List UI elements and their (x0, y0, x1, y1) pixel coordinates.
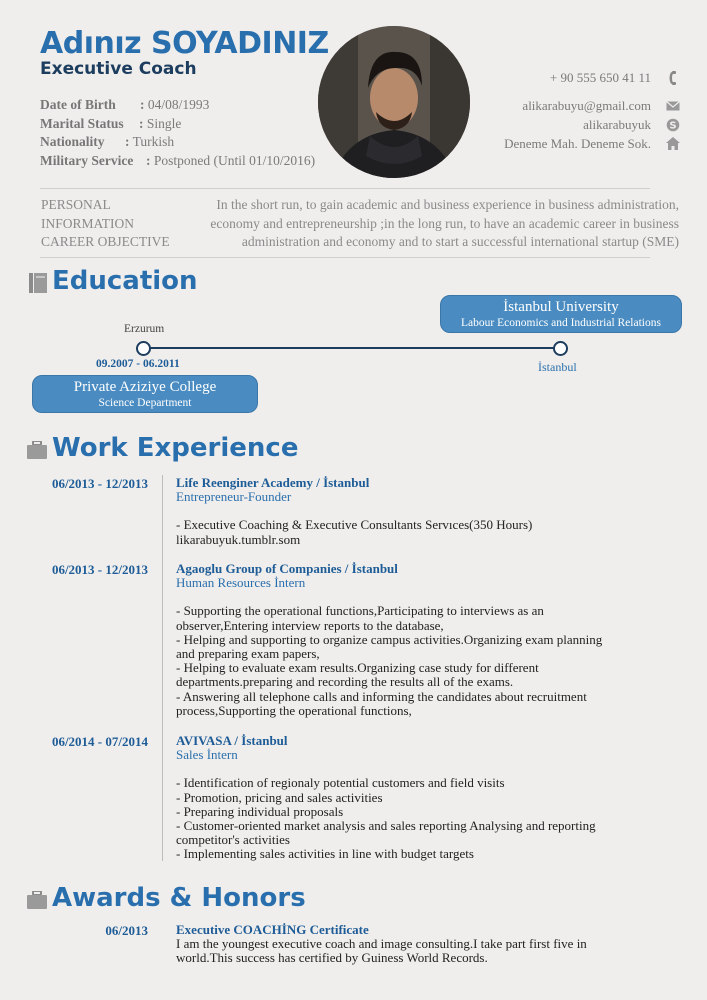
university-dept: Labour Economics and Industrial Relations (461, 317, 661, 329)
job-role: Human Resources İntern (176, 575, 306, 591)
contact-icons (665, 68, 681, 153)
divider-bottom (40, 257, 650, 258)
job-line: - Preparing individual proposals (176, 803, 344, 819)
university-bubble (440, 295, 682, 333)
college-name: Private Aziziye College (73, 379, 217, 395)
award-name: Executive COACHİNG Certificate (176, 922, 369, 937)
job-line: - Helping to evaluate exam results.Organizing case study for different (176, 660, 539, 676)
job-entry (176, 734, 666, 862)
job-line: - Supporting the operational functions,Participating to interviews as an (176, 603, 544, 619)
work-title: Work Experience (52, 433, 299, 463)
award-entry (176, 923, 666, 966)
book-icon (29, 273, 47, 298)
work-divider-line (162, 475, 163, 861)
email-text: alikarabuyu@gmail.com (522, 98, 651, 113)
job-line: and preparing exam papers, (176, 646, 320, 662)
objective-text-line: administration and economy and to start a successful international startup (SME) (241, 234, 679, 249)
briefcase-icon (27, 891, 47, 914)
college-dates: 09.2007 - 06.2011 (96, 358, 180, 370)
job-line: departments.preparing and recording the results all of the exams. (176, 674, 514, 690)
job-line: - Helping and supporting to organize campus activities.Organizing exam planning (176, 631, 603, 647)
job-line: - Identification of regionaly potential customers and field visits (176, 775, 505, 791)
briefcase-icon (27, 441, 47, 464)
resume-title: Executive Coach (40, 59, 197, 79)
job-company: Agaoglu Group of Companies / İstanbul (176, 561, 398, 576)
phone-icon (665, 68, 681, 87)
email-icon (665, 96, 681, 115)
job-entry (176, 476, 666, 547)
college-city: Erzurum (124, 323, 165, 335)
award-line: I am the youngest executive coach and image consulting.I take part first five in (176, 936, 587, 952)
timeline-line (143, 347, 561, 349)
skype-icon (665, 115, 681, 134)
job-line: competitor's activities (176, 832, 290, 848)
university-name: İstanbul University (503, 299, 619, 315)
job-dates: 06/2013 - 12/2013 (51, 562, 148, 577)
awards-title: Awards & Honors (52, 883, 306, 913)
job-line: observer,Entering interview reports to the database, (176, 617, 444, 633)
marital-row: Marital Status : Single (40, 115, 182, 131)
job-dates: 06/2014 - 07/2014 (51, 734, 148, 749)
job-line: likarabuyuk.tumblr.som (176, 531, 301, 547)
divider-top (40, 188, 650, 189)
job-line: - Answering all telephone calls and informing the candidates about recruitment (176, 688, 587, 704)
job-role: Entrepreneur-Founder (176, 489, 292, 505)
objective-label-line: INFORMATION (41, 215, 135, 231)
job-dates: 06/2013 - 12/2013 (51, 476, 148, 491)
award-date: 06/2013 (105, 923, 148, 938)
college-bubble (32, 375, 258, 413)
phone-text: + 90 555 650 41 11 (549, 70, 651, 85)
objective-label (41, 196, 170, 252)
university-city: İstanbul (538, 360, 577, 374)
job-entry (176, 562, 666, 718)
timeline-start-dot (136, 341, 151, 356)
objective-label-line: PERSONAL (41, 197, 111, 212)
job-company: Life Reenginer Academy / İstanbul (176, 475, 370, 490)
svg-text:S: S (669, 120, 677, 131)
job-line: - Executive Coaching & Executive Consultants Servıces(350 Hours) (176, 517, 533, 533)
address-text: Deneme Mah. Deneme Sok. (504, 136, 651, 151)
job-line: process,Supporting the operational functions, (176, 702, 412, 718)
birth-row: Date of Birth : 04/08/1993 (40, 97, 210, 112)
job-line: - Promotion, pricing and sales activities (176, 789, 383, 805)
job-line: - Customer-oriented market analysis and sales reporting Analysing and reporting (176, 818, 596, 834)
nationality-row: Nationality : Turkish (40, 134, 175, 149)
military-row: Military Service : Postponed (Until 01/10/2016) (40, 152, 316, 168)
college-dept: Science Department (98, 397, 192, 409)
home-icon (665, 134, 681, 153)
personal-details (40, 96, 315, 170)
job-line: - Implementing sales activities in line with budget targets (176, 846, 474, 862)
objective-text-line: In the short run, to gain academic and business experience in business administration, (216, 197, 679, 212)
contact-info (504, 68, 651, 153)
profile-photo (318, 26, 470, 178)
objective-text (180, 196, 679, 252)
skype-text: alikarabuyuk (583, 117, 651, 132)
education-title: Education (52, 266, 198, 296)
job-role: Sales İntern (176, 747, 238, 763)
job-company: AVIVASA / İstanbul (176, 733, 288, 748)
timeline-end-dot (553, 341, 568, 356)
objective-text-line: economy and entrepreneurship ;in the long run, to have an academic career in business (210, 215, 679, 231)
award-line: world.This success has certified by Guiness World Records. (176, 950, 488, 966)
objective-label-line: CAREER OBJECTIVE (41, 234, 170, 249)
resume-name: Adınız SOYADINIZ (40, 26, 329, 61)
